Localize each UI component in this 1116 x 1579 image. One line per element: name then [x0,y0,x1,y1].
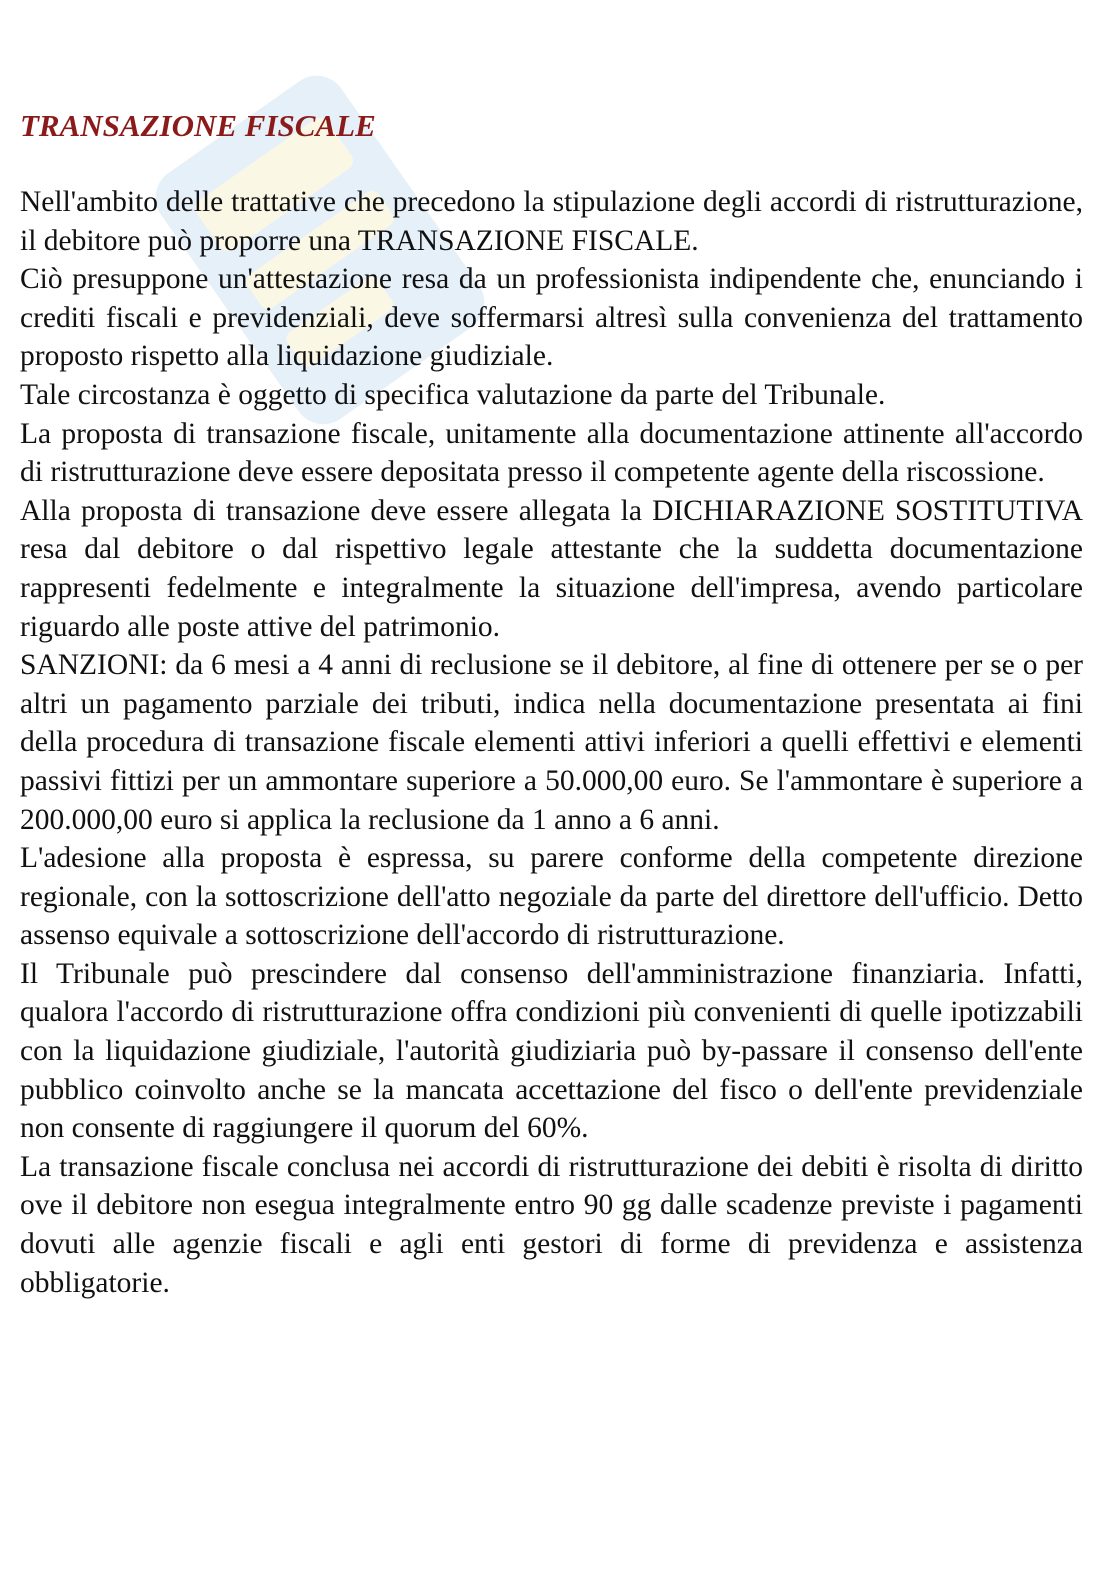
paragraph: Il Tribunale può prescindere dal consenso dell'amministrazione finanziaria. Infatti, qualora l'accordo di ristrutturazione offra condizioni più convenienti di quelle ipotizzabili con la liquidazione giudiziale, l'autorità giudiziaria può by-passare il consenso dell'ente pubblico coinvolto anche se la mancata accettazione del fisco o dell'ente previdenziale non consente di raggiungere il quorum del 60%. [20,957,1083,1145]
paragraph: Nell'ambito delle trattative che precedono la stipulazione degli accordi di ristrutturazione, il debitore può proporre una TRANSAZIONE FISCALE. [20,186,1083,257]
paragraph: Tale circostanza è oggetto di specifica valutazione da parte del Tribunale. [20,378,886,411]
paragraph: L'adesione alla proposta è espressa, su parere conforme della competente direzione regionale, con la sottoscrizione dell'atto negoziale da parte del direttore dell'ufficio. Detto assenso equivale a sottoscrizione dell'accordo di ristrutturazione. [20,842,1083,952]
paragraph: SANZIONI: da 6 mesi a 4 anni di reclusione se il debitore, al fine di ottenere per se o per altri un pagamento parziale dei tributi, indica nella documentazione presentata ai fini della procedura di transazione fiscale elementi attivi inferiori a quelli effettivi e elementi passivi fittizi per un ammontare superiore a 50.000,00 euro. Se l'ammontare è superiore a 200.000,00 euro si applica la reclusione da 1 anno a 6 anni. [20,649,1083,836]
paragraph: Ciò presuppone un'attestazione resa da un professionista indipendente che, enunciando i crediti fiscali e previdenziali, deve soffermarsi altresì sulla convenienza del trattamento proposto rispetto alla liquidazione giudiziale. [20,263,1083,373]
paragraph: La proposta di transazione fiscale, unitamente alla documentazione attinente all'accordo di ristrutturazione deve essere depositata presso il competente agente della riscossione. [20,417,1083,489]
document-body [20,183,1083,1302]
paragraph: Alla proposta di transazione deve essere allegata la DICHIARAZIONE SOSTITUTIVA resa dal debitore o dal rispettivo legale attestante che la suddetta documentazione rappresenti fedelmente e integralmente la situazione dell'impresa, avendo particolare riguardo alle poste attive del patrimonio. [20,494,1083,643]
document-title: TRANSAZIONE FISCALE [20,108,376,143]
paragraph: La transazione fiscale conclusa nei accordi di ristrutturazione dei debiti è risolta di diritto ove il debitore non esegua integralmente entro 90 gg dalle scadenze previste i pagamenti dovuti alle agenzie fiscali e agli enti gestori di forme di previdenza e assistenza obbligatorie. [20,1150,1083,1299]
